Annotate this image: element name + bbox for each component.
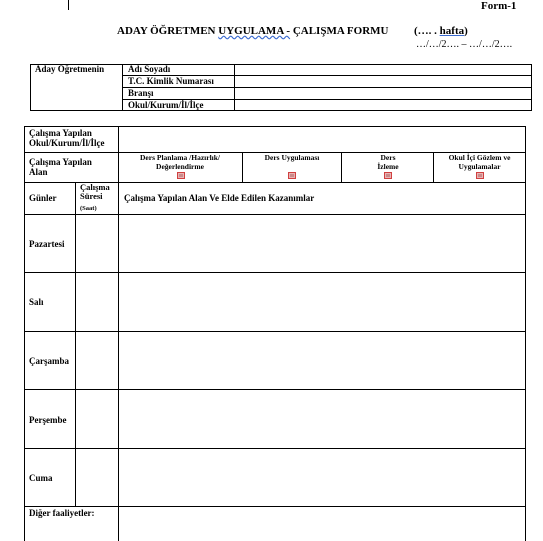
area-option-observe: Ders İzleme	[377, 153, 399, 171]
area-option-planning: Ders Planlama /Hazırlık/ Değerlendirme	[140, 153, 220, 171]
day-label-wednesday: Çarşamba	[29, 356, 69, 366]
checkbox-observe[interactable]	[384, 172, 392, 179]
day-label-monday: Pazartesi	[29, 239, 65, 249]
title-part2: ÇALIŞMA FORMU	[290, 25, 389, 37]
description-cell-tuesday[interactable]	[119, 273, 525, 331]
description-cell-friday[interactable]	[119, 449, 525, 506]
day-label-friday: Cuma	[29, 473, 53, 483]
duration-cell-wednesday[interactable]	[76, 332, 118, 389]
col-days-header: Günler	[29, 193, 57, 203]
duration-cell-tuesday[interactable]	[76, 273, 118, 331]
area-option-school: Okul İçi Gözlem ve Uygulamalar	[448, 153, 511, 171]
field-label-school: Okul/Kurum/İl/İlçe	[128, 100, 204, 110]
duration-cell-monday[interactable]	[76, 215, 118, 272]
field-value-name[interactable]	[237, 65, 529, 75]
week-word: hafta	[439, 25, 465, 37]
title-underlined: UYGULAMA -	[218, 25, 291, 37]
description-cell-thursday[interactable]	[119, 390, 525, 448]
candidate-heading: Aday Öğretmenin	[35, 64, 105, 74]
col-duration-header: Çalışma Süresi	[80, 182, 110, 201]
description-cell-monday[interactable]	[119, 215, 525, 272]
day-label-tuesday: Salı	[29, 297, 44, 307]
field-label-name: Adı Soyadı	[128, 64, 171, 74]
top-margin-mark	[68, 0, 69, 10]
area-label: Çalışma Yapılan Alan	[29, 157, 92, 177]
field-value-branch[interactable]	[237, 89, 529, 99]
field-label-branch: Branşı	[128, 88, 154, 98]
date-range: …/…/2…. – …/…/2….	[416, 39, 513, 50]
other-activities-cell[interactable]	[119, 507, 525, 541]
week-indicator: (…. . hafta)	[414, 25, 468, 37]
field-value-school[interactable]	[237, 101, 529, 110]
day-label-thursday: Perşembe	[29, 415, 67, 425]
field-value-tc[interactable]	[237, 77, 529, 87]
form-number: Form-1	[481, 0, 517, 12]
other-activities-label: Diğer faaliyetler:	[29, 508, 95, 518]
checkbox-school[interactable]	[476, 172, 484, 179]
checkbox-lesson[interactable]	[288, 172, 296, 179]
col-description-header: Çalışma Yapılan Alan Ve Elde Edilen Kazanımlar	[124, 193, 315, 203]
duration-cell-friday[interactable]	[76, 449, 118, 506]
checkbox-planning[interactable]	[177, 172, 185, 179]
place-label: Çalışma Yapılan Okul/Kurum/İl/İlçe	[29, 128, 105, 148]
field-label-tc: T.C. Kimlik Numarası	[128, 76, 214, 86]
title-part1: ADAY ÖĞRETMEN	[117, 25, 219, 37]
description-cell-wednesday[interactable]	[119, 332, 525, 389]
page-title	[117, 25, 388, 37]
area-option-lesson: Ders Uygulaması	[264, 153, 320, 162]
duration-cell-thursday[interactable]	[76, 390, 118, 448]
col-duration-unit: (Saat)	[80, 205, 97, 212]
